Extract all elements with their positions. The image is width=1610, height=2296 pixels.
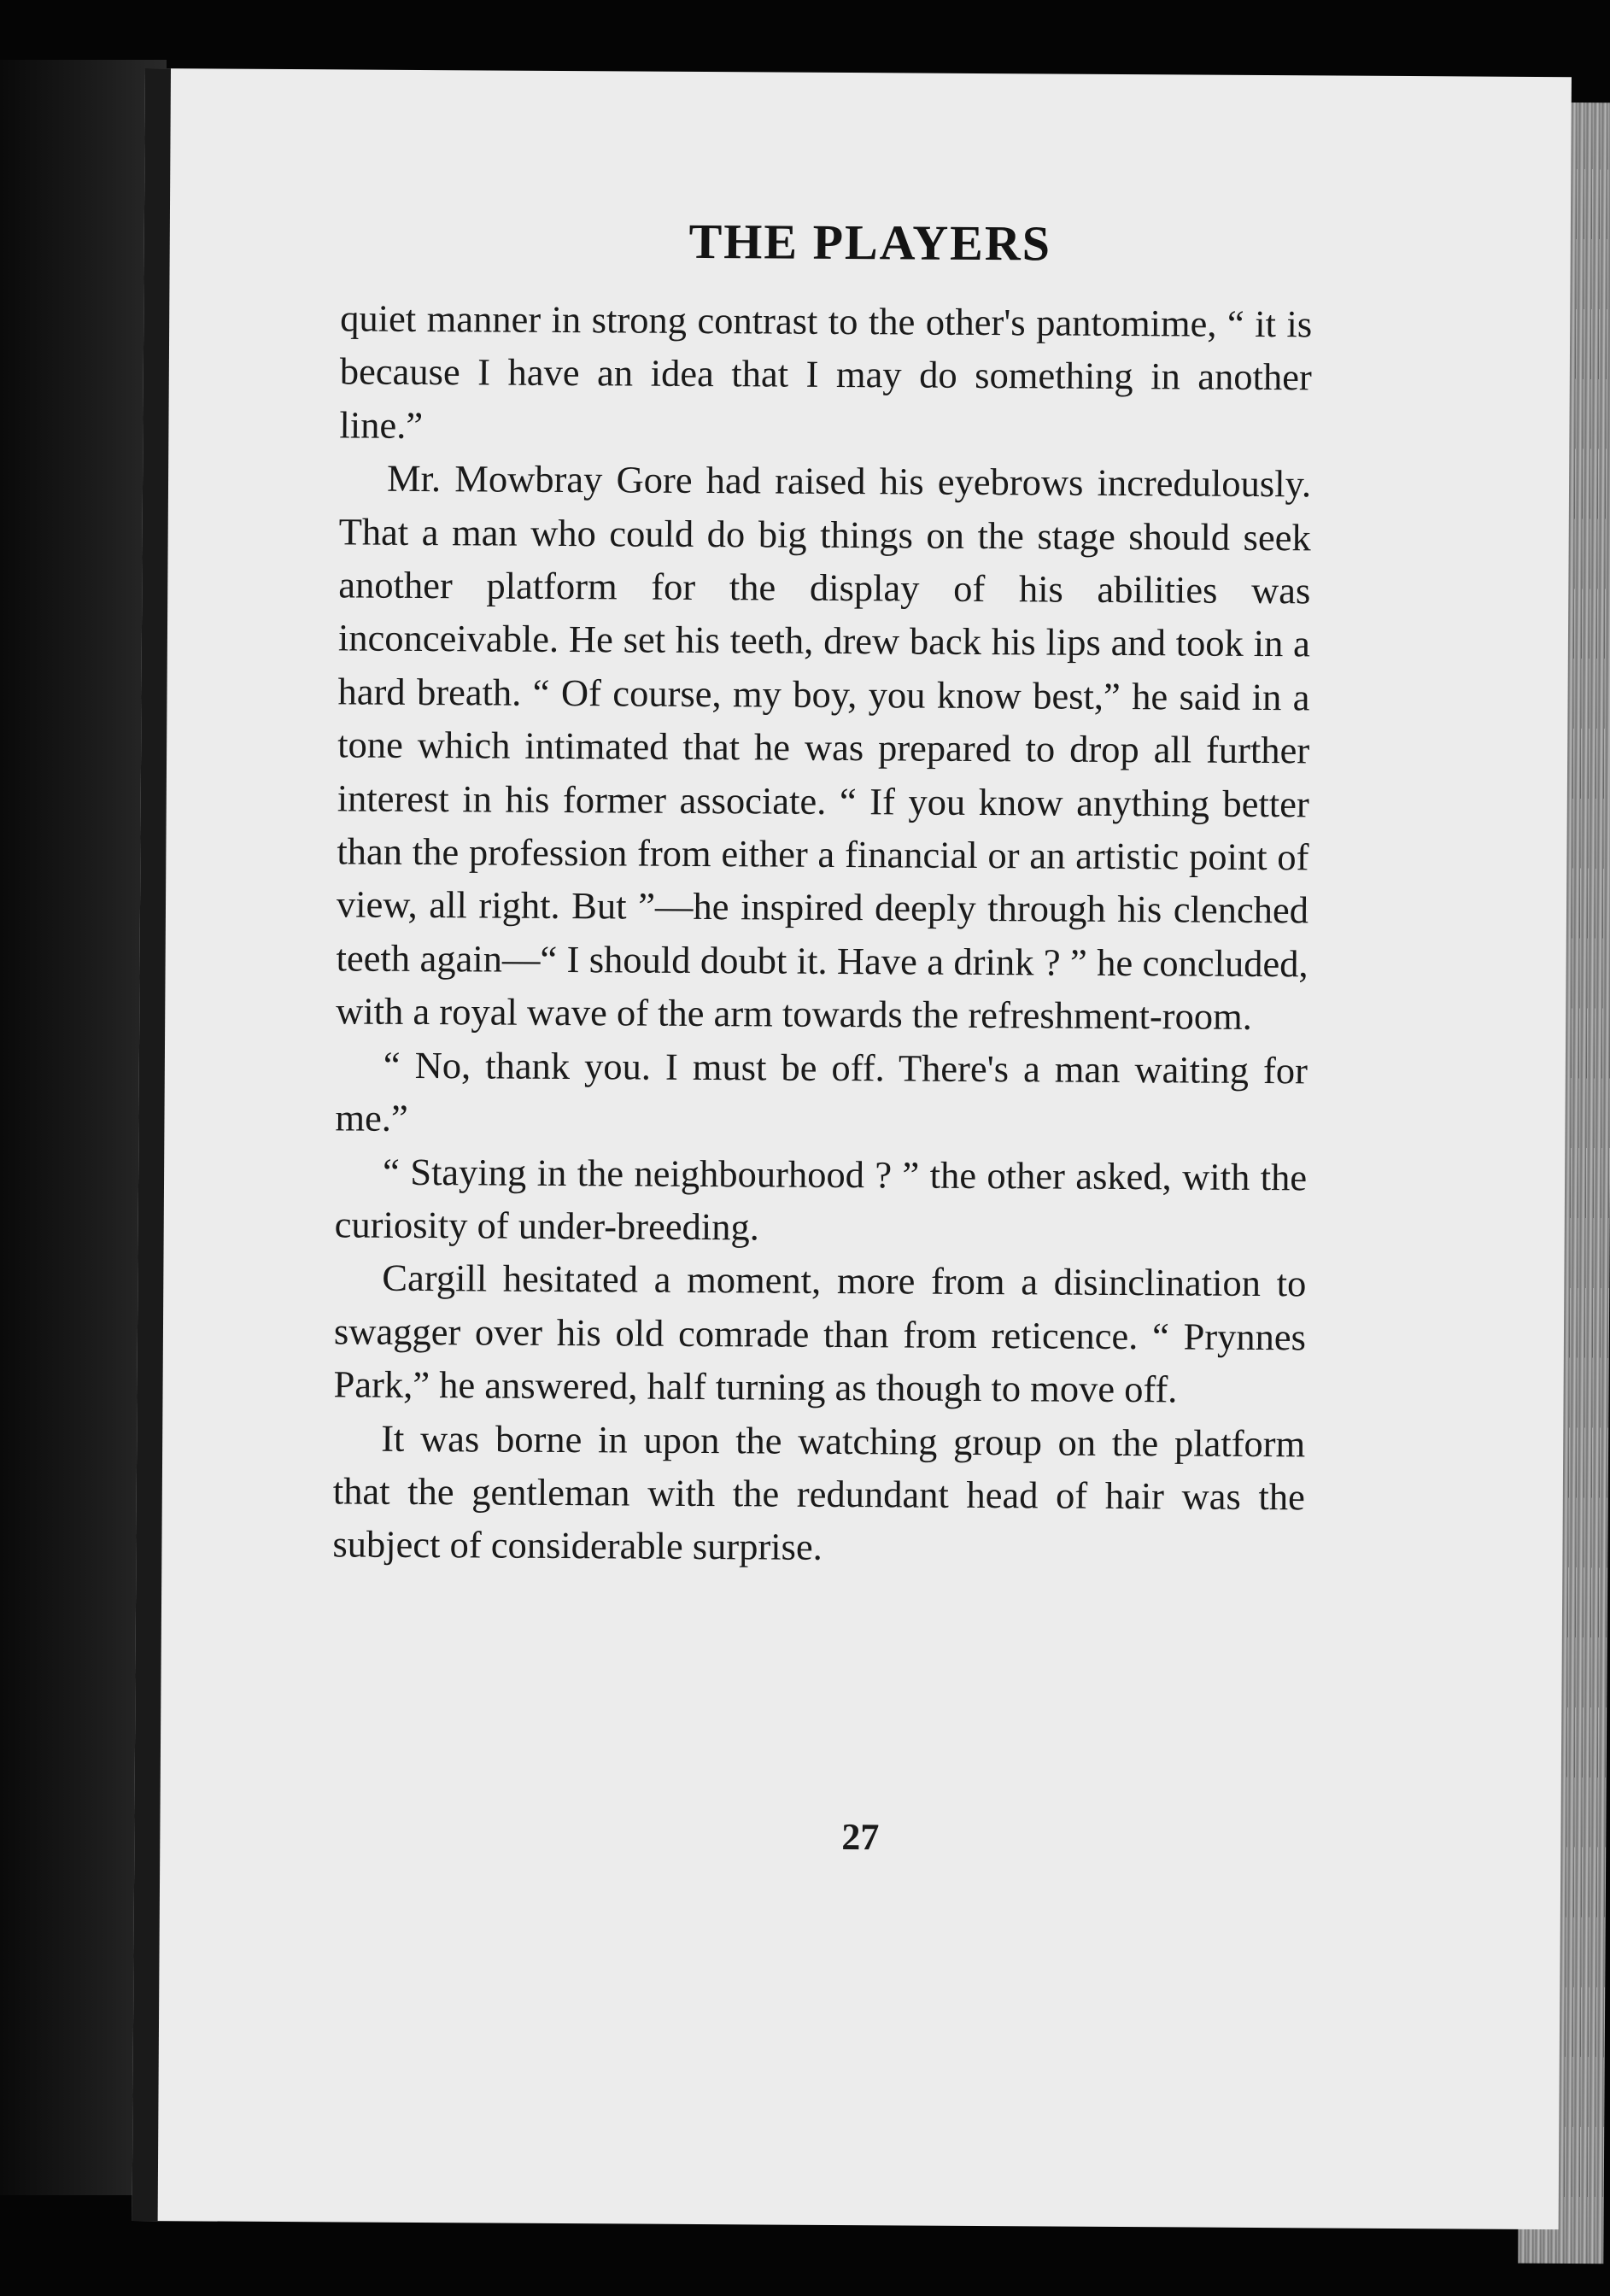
paragraph-5: Cargill hesitated a moment, more from a disinclination to swagger over his old comrade than from reticence. “ Prynnes Park,” he answered, half turning as though to move off. xyxy=(333,1256,1307,1411)
paragraph-1: quiet manner in strong contrast to the other's pantomime, “ it is because I have an idea that I may do something in another line.” xyxy=(339,296,1313,447)
paragraph-2: Mr. Mowbray Gore had raised his eyebrows incredulously. That a man who could do big things on the stage should seek another platform for the display of his abilities was inconceivable. He set his teeth, drew back his lips and took in a hard breath. “ Of course, my boy, you know best,” he said in a tone which intimated that he was prepared to drop all further interest in his former associate. “ If you know anything better than the profession from either a financial or an artistic point of view, all right. But ”—he inspired deeply through his clenched teeth again—“ I should doubt it. Have a drink ? ” he concluded, with a royal wave of the arm towards the refreshment-room. xyxy=(336,456,1312,1039)
body-text xyxy=(332,291,1312,1577)
paragraph-3: “ No, thank you. I must be off. There's a man waiting for me.” xyxy=(335,1043,1308,1139)
paragraph-6: It was borne in upon the watching group on the platform that the gentleman with the redundant head of hair was the subject of considerable surprise. xyxy=(332,1416,1306,1569)
book-page xyxy=(132,68,1572,2229)
running-head: THE PLAYERS xyxy=(688,213,1052,272)
page-number: 27 xyxy=(841,1816,880,1859)
paragraph-4: “ Staying in the neighbourhood ? ” the other asked, with the curiosity of under-breeding. xyxy=(334,1150,1308,1249)
